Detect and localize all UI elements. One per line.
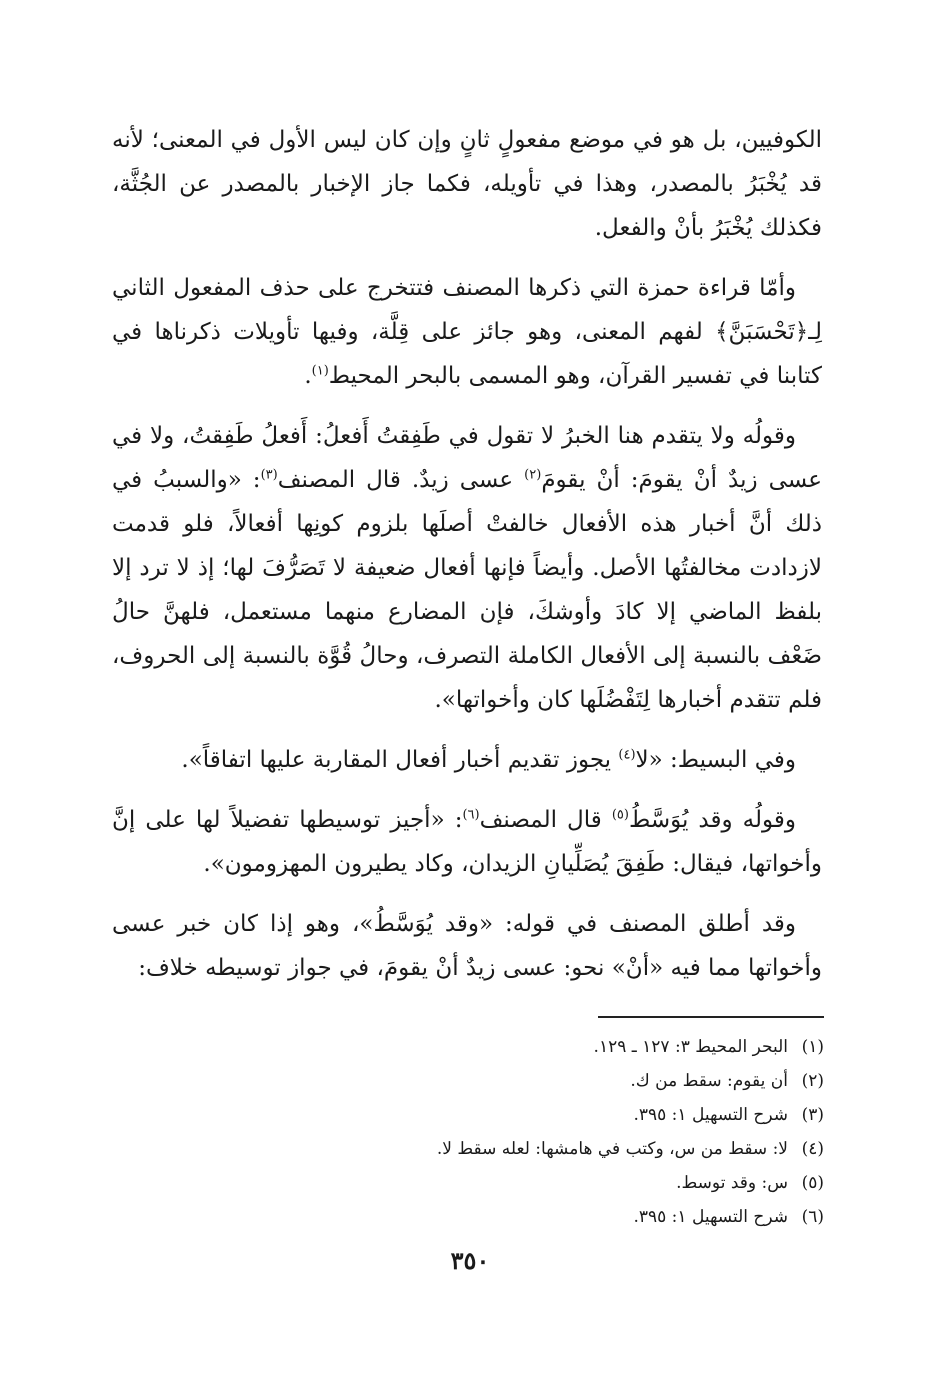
footnote-item [112,1098,824,1132]
page-number: ٣٥٠ [450,1246,490,1275]
footnote-ref-1[interactable]: (١) [311,363,329,379]
footnote-text: البحر المحيط ٣: ١٢٧ ـ ١٢٩. [593,1037,788,1057]
paragraph-6-text: وقد أطلق المصنف في قوله: «وقد يُوَسَّطُ»، وهو إذا كان خبر عسى وأخواتها مما فيه «أنْ» نحو: عسى زيدٌ أنْ يقومَ، في جواز توسيطه خلاف: [112,911,822,981]
footnote-text: لا: سقط من س، وكتب في هامشها: لعله سقط لا. [436,1139,788,1159]
footnote-item [112,1030,824,1064]
footnote-text: شرح التسهيل ١: ٣٩٥. [633,1105,788,1125]
footnote-number: (٥) [801,1173,824,1193]
paragraph-5-text-a: وقولُه وقد يُوَسَّطُ [628,807,796,833]
footnote-item [112,1064,824,1098]
footnote-number: (٤) [801,1139,824,1159]
paragraph-5 [112,798,822,886]
footnote-number: (٢) [801,1071,824,1091]
footnote-divider [598,1016,824,1018]
paragraph-4-text-a: وفي البسيط: «لا [635,747,796,773]
paragraph-2-end: . [304,363,312,389]
paragraph-2-text: وأمّا قراءة حمزة التي ذكرها المصنف فتتخرج على حذف المفعول الثاني لِـ﴿تَحْسَبَنَّ﴾ لفهم المعنى، وهو جائز على قِلَّة، وفيها تأويلات ذكرناها في كتابنا في تفسير القرآن، وهو المسمى بالبحر المحيط [112,275,822,389]
footnote-text: س: وقد توسط. [676,1173,788,1193]
footnote-ref-6[interactable]: (٦) [462,807,480,823]
paragraph-5-text-c: : «أجيز توسيطها تفضيلاً لها على إنَّ وأخواتها، فيقال: طَفِقَ يُصَلِّيانِ الزيدان، وكاد يطيرون المهزومون». [112,807,822,877]
paragraph-3 [112,414,822,722]
footnote-item [112,1200,824,1234]
paragraph-3-text-c: : «والسببُ في ذلك أنَّ أخبار هذه الأفعال خالفتْ أصلَها بلزوم كونِها أفعالاً، فلو قدمت لازدادت مخالفتُها الأصل. وأيضاً فإنها أفعال ضعيفة لا تَصَرُّفَ لها؛ إذ لا ترد إلا بلفظ الماضي إلا كادَ وأوشكَ، فإن المضارع منهما مستعمل، فلهنَّ حالُ ضَعْف بالنسبة إلى الأفعال الكاملة التصرف، وحالُ قُوَّة بالنسبة إلى الحروف، فلم تتقدم أخبارها لِتَفْضُلَها كان وأخواتها». [112,467,822,713]
paragraph-4-text-b: يجوز تقديم أخبار أفعال المقاربة عليها اتفاقاً». [181,747,619,773]
footnote-ref-2[interactable]: (٢) [524,467,542,483]
footnote-text: أن يقوم: سقط من ك. [630,1071,788,1091]
paragraph-4 [112,738,822,782]
footnote-number: (٣) [801,1105,824,1125]
footnote-ref-4[interactable]: (٤) [618,747,636,763]
paragraph-6 [112,902,822,990]
footnote-text: شرح التسهيل ١: ٣٩٥. [633,1207,788,1227]
footnote-ref-3[interactable]: (٣) [260,467,278,483]
main-text [112,118,822,1006]
paragraph-3-text-a: وقولُه ولا يتقدم هنا الخبرُ لا تقول في طَفِقتُ أَفعلُ: أَفعلُ طَفِقتُ، ولا في عسى زيدٌ أنْ يقومَ: أنْ يقومَ [112,423,822,493]
paragraph-1 [112,118,822,250]
paragraph-2 [112,266,822,398]
footnote-ref-5[interactable]: (٥) [611,807,629,823]
footnote-number: (٦) [801,1207,824,1227]
footnotes [112,1030,824,1234]
footnote-item [112,1166,824,1200]
footnote-item [112,1132,824,1166]
paragraph-1-text: الكوفيين، بل هو في موضع مفعولٍ ثانٍ وإن كان ليس الأول في المعنى؛ لأنه قد يُخْبَرُ بالمصدر، وهذا في تأويله، فكما جاز الإخبار بالمصدر عن الجُثَّة، فكذلك يُخْبَرُ بأنْ والفعل. [112,127,822,241]
paragraph-5-text-b: قال المصنف [479,807,612,833]
footnote-number: (١) [801,1037,824,1057]
paragraph-3-text-b: عسى زيدٌ. قال المصنف [277,467,525,493]
